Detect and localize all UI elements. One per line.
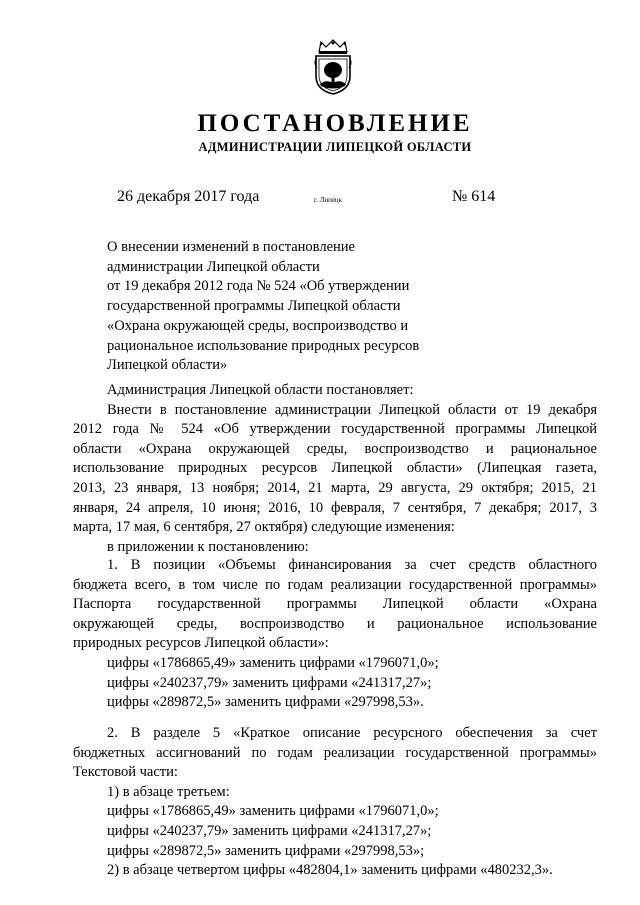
- body-line: Паспорта государственной программы Липецкой области «Охрана: [73, 596, 597, 613]
- resolves-line: Администрация Липецкой области постановляет:: [107, 382, 414, 398]
- replacement-line: цифры «240237,79» заменить цифрами «241317,27»;: [107, 674, 432, 691]
- body-line: 2. В разделе 5 «Краткое описание ресурсного обеспечения за счет: [107, 725, 597, 741]
- body-line: марта, 17 мая, 6 сентября, 27 октября) следующие изменения:: [73, 519, 455, 536]
- document-heading: [107, 238, 467, 376]
- body-line: 1. В позиции «Объемы финансирования за счет средств областного: [107, 557, 597, 573]
- heading-line: государственной программы Липецкой области: [107, 298, 401, 315]
- document-title: ПОСТАНОВЛЕНИЕ: [197, 110, 473, 137]
- replacement-line: цифры «240237,79» заменить цифрами «241317,27»;: [107, 822, 432, 839]
- item-1: [73, 556, 597, 713]
- body-line: области «Охрана окружающей среды, воспроизводство и рациональное: [73, 440, 597, 457]
- heading-line: рациональное использование природных ресурсов: [107, 337, 420, 354]
- heading-line: «Охрана окружающей среды, воспроизводство и: [107, 317, 409, 334]
- replacement-line: цифры «289872,5» заменить цифрами «297998,53».: [107, 694, 424, 711]
- heading-line: О внесении изменений в постановление: [107, 239, 355, 255]
- subitem-line: 2) в абзаце четвертом цифры «482804,1» заменить цифрами «480232,3».: [107, 862, 553, 879]
- intro-section: [73, 381, 597, 557]
- replacement-line: цифры «1786865,49» заменить цифрами «1796071,0»;: [107, 803, 439, 820]
- subitem-label: 1) в абзаце третьем:: [107, 783, 230, 800]
- body-line: Текстовой части:: [73, 764, 178, 781]
- heading-line: Липецкой области»: [107, 357, 228, 374]
- document-place: г. Липецк: [314, 196, 343, 204]
- body-line: окружающей среды, воспроизводство и рациональное использование: [73, 615, 597, 632]
- issuing-authority: АДМИНИСТРАЦИИ ЛИПЕЦКОЙ ОБЛАСТИ: [198, 140, 472, 154]
- body-line: Внести в постановление администрации Липецкой области от 19 декабря: [107, 401, 597, 418]
- annex-line: в приложении к постановлению:: [107, 538, 309, 555]
- body-line: природных ресурсов Липецкой области»:: [73, 635, 329, 652]
- body-line: бюджетных ассигнований по годам реализации государственной программы»: [73, 744, 597, 761]
- item-2: [73, 724, 597, 881]
- heading-line: администрации Липецкой области: [107, 258, 320, 275]
- body-line: бюджета всего, в том числе по годам реализации государственной программы»: [73, 576, 597, 593]
- body-line: января, 24 апреля, 10 июня; 2016, 10 февраля, 7 сентября, 7 декабря; 2017, 3: [73, 499, 597, 516]
- lipetsk-coat-of-arms-icon: [311, 38, 355, 96]
- body-line: 2012 года № 524 «Об утверждении государственной программы Липецкой: [73, 421, 597, 438]
- body-line: 2013, 23 января, 13 ноября; 2014, 21 марта, 29 августа, 29 октября; 2015, 21: [73, 479, 597, 496]
- body-line: использование природных ресурсов Липецкой области» (Липецкая газета,: [73, 460, 597, 477]
- replacement-line: цифры «289872,5» заменить цифрами «297998,53»;: [107, 842, 425, 859]
- replacement-line: цифры «1786865,49» заменить цифрами «1796071,0»;: [107, 654, 439, 671]
- heading-line: от 19 декабря 2012 года № 524 «Об утверждении: [107, 278, 410, 295]
- document-number: № 614: [452, 188, 496, 205]
- document-date: 26 декабря 2017 года: [117, 188, 260, 205]
